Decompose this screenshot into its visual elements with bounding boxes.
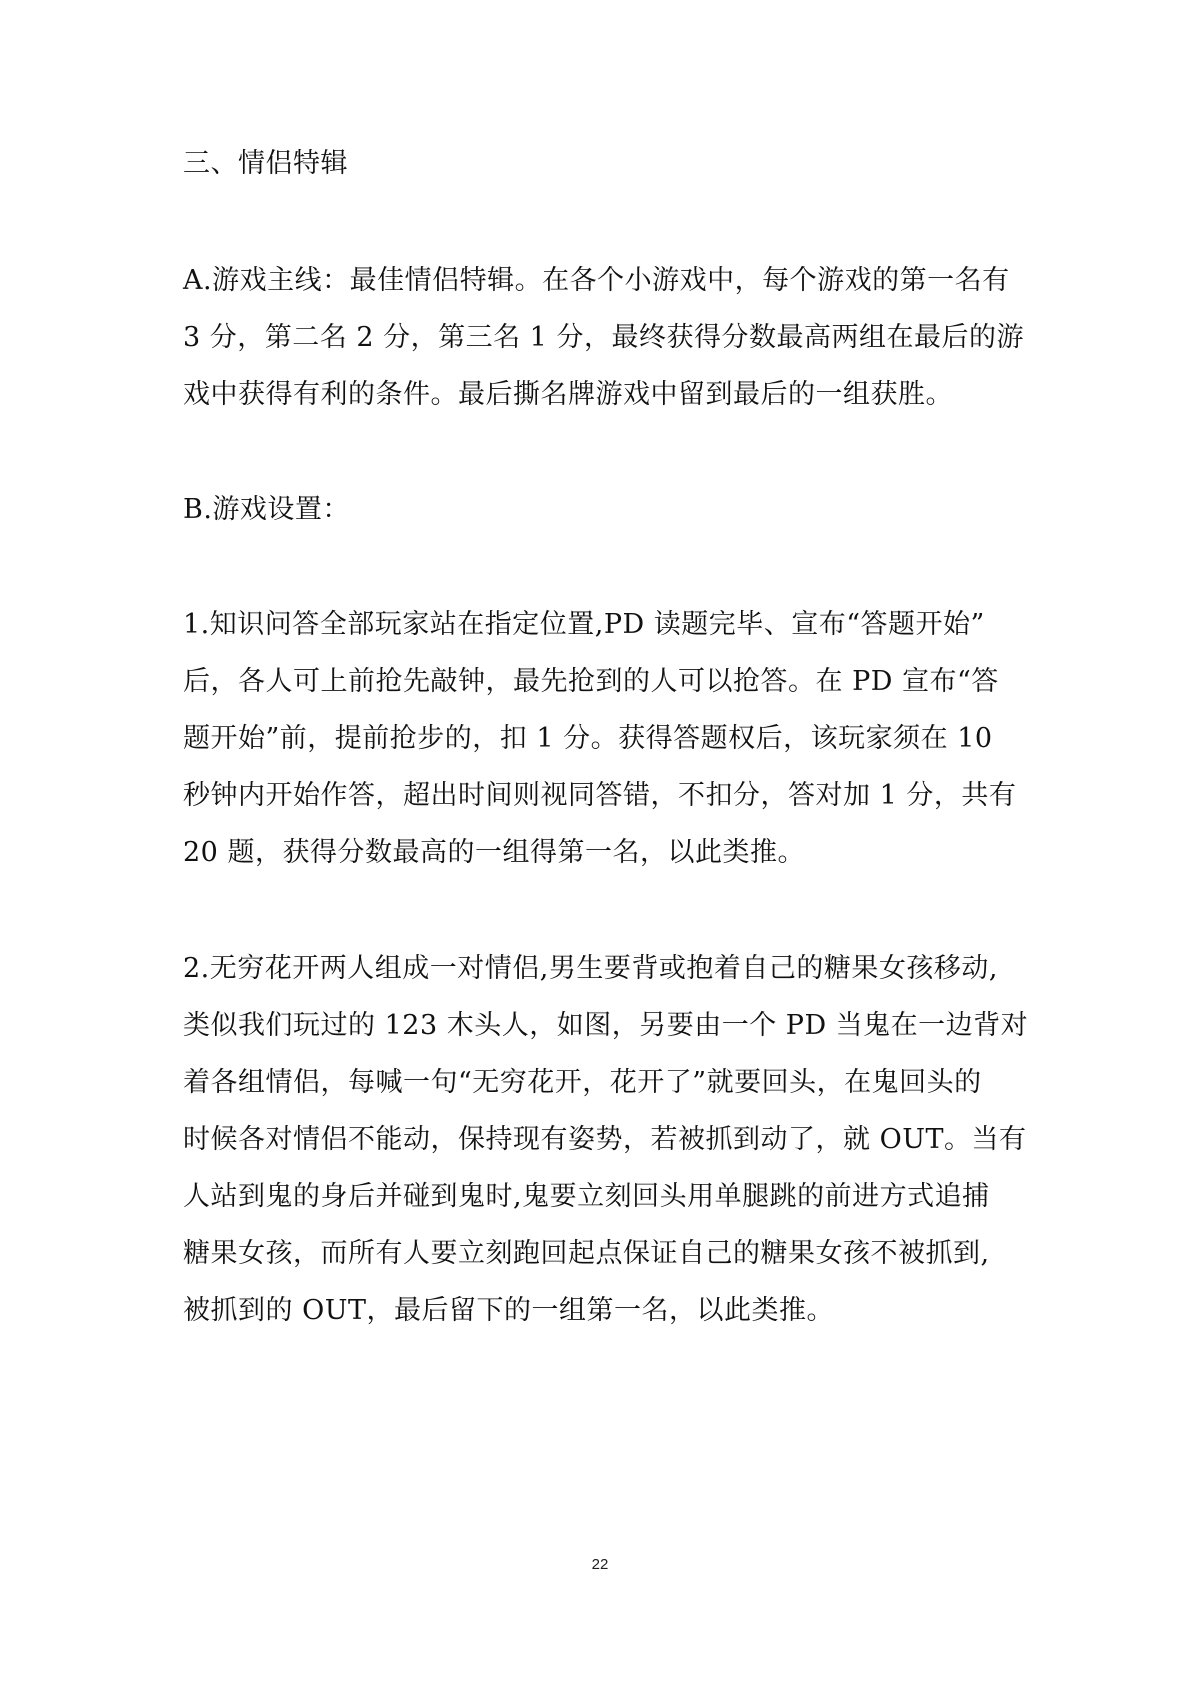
- paragraph-line: 糖果女孩，而所有人要立刻跑回起点保证自己的糖果女孩不被抓到,: [183, 1238, 990, 1269]
- paragraph-line: 题开始”前，提前抢步的，扣 1 分。获得答题权后，该玩家须在 10: [183, 723, 993, 754]
- paragraph-line: A.游戏主线：最佳情侣特辑。在各个小游戏中，每个游戏的第一名有: [183, 265, 1010, 296]
- paragraph-line: 3 分，第二名 2 分，第三名 1 分，最终获得分数最高两组在最后的游: [183, 322, 1024, 353]
- paragraph-b-heading: B.游戏设置：: [183, 494, 350, 525]
- paragraph-line: 被抓到的 OUT，最后留下的一组第一名，以此类推。: [183, 1295, 834, 1326]
- paragraph-line: 人站到鬼的身后并碰到鬼时,鬼要立刻回头用单腿跳的前进方式追捕: [183, 1181, 990, 1212]
- paragraph-line: 后，各人可上前抢先敲钟，最先抢到的人可以抢答。在 PD 宣布“答: [183, 666, 999, 697]
- page-number: 22: [591, 1556, 609, 1573]
- paragraph-line: 类似我们玩过的 123 木头人，如图，另要由一个 PD 当鬼在一边背对: [183, 1010, 1029, 1041]
- paragraph-line: 着各组情侣，每喊一句“无穷花开，花开了”就要回头，在鬼回头的: [183, 1067, 982, 1098]
- paragraph-line: 秒钟内开始作答，超出时间则视同答错，不扣分，答对加 1 分，共有: [183, 780, 1017, 811]
- paragraph-line: 时候各对情侣不能动，保持现有姿势，若被抓到动了，就 OUT。当有: [183, 1124, 1027, 1155]
- paragraph-line: 20 题，获得分数最高的一组得第一名，以此类推。: [183, 837, 805, 868]
- paragraph-line: 2.无穷花开两人组成一对情侣,男生要背或抱着自己的糖果女孩移动,: [183, 953, 998, 984]
- paragraph-line: 1.知识问答全部玩家站在指定位置,PD 读题完毕、宣布“答题开始”: [183, 609, 985, 640]
- section-heading: 三、情侣特辑: [183, 148, 348, 179]
- paragraph-line: 戏中获得有利的条件。最后撕名牌游戏中留到最后的一组获胜。: [183, 379, 953, 410]
